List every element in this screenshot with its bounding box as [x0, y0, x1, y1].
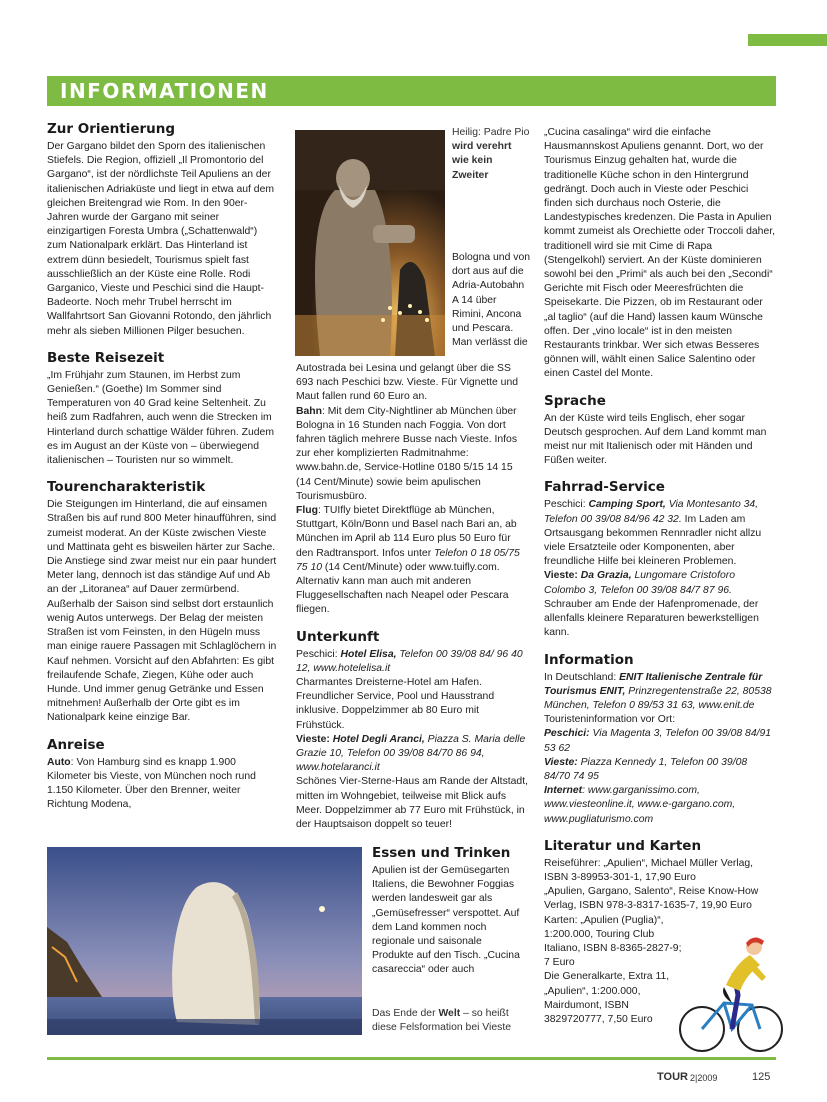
heading-literatur: Literatur und Karten [544, 837, 702, 854]
text-lit-3: Karten: „Apulien (Puglia)“, 1:200.000, Touring Club Italiano, ISBN 8-8365-2827-9; 7 Euro [544, 914, 682, 969]
text-sprache: An der Küste wird teils Englisch, eher sogar Deutsch gesprochen. Auf dem Land kommt man meist nur mit Italienisch oder mit Händen und Füßen weiter. [544, 412, 767, 467]
heading-information: Information [544, 651, 634, 668]
heading-tourencharakteristik: Tourencharakteristik [47, 479, 206, 496]
text-cucina: „Cucina casalinga“ wird die einfache Hausmannskost Apuliens genannt. Dort, wo der Tourismus Einzug gehalten hat, wurde die traditionelle Küche schon in den Hintergrund gedrängt. Doch auch in Vieste oder Peschici finden sich durchaus noch Osterie, die Landestypisches kredenzen. Die Pasta in Apulien kommt zumeist als Orechiette oder Troccoli daher, traditionell wird sie mit Cime di Rapa (Stengelkohl) serviert. An der Küste dominieren sowohl bei den „Primi“ als auch bei den „Secondi“ Gerichte mit Fisch oder Meeresfrüchten die Speisekarte. Die Pizzen, ob im Restaurant oder „al taglio“ (auf die Hand) lassen kaum Wünsche offen. Der „vino locale“ ist in den meisten Restaurants trinkbar. Wer sich etwas Besseres gönnen will, wählt einen Salice Salentino oder einen Castel del Monte. [544, 127, 775, 380]
text-tourencharakteristik: Die Steigungen im Hinterland, die auf einsamen Straßen bis auf rund 800 Meter hinaufführen, sind zumeist moderat. An der Küste zwischen Vieste und Mattinata geht es bisweilen härter zur Sache. Die Anstiege sind zwar meist nur ein paar hundert Meter lang, dennoch ist das ständige Auf und Ab an der „Litoranea“ auf Dauer zermürbend. Außerhalb der Saison sind selbst dort erstaunlich wenig Autos unterwegs. Der Belag der meisten Straßen ist vom Feinsten, in den Hügeln muss man einige rauere Passagen mit Schlaglöchern in Kauf nehmen. Vorsicht auf den Abfahrten: Es gibt freilaufende Schafe, Ziegen, Kühe oder auch Hunde. Und immer genug Getränke und Essen mitnehmen! Außerhalb der Orte gibt es im Nationalpark keine einzige Bar. [47, 499, 277, 724]
heading-unterkunft: Unterkunft [296, 628, 380, 645]
text-essen: Apulien ist der Gemüsegarten Italiens, die Bewohner Foggias werden landesweit gar als „Gemüsefresser“ verspottet. Auf dem Land kommen noch regionale und saisonale Produkte auf den Tisch. „Cucina casareccia“ oder auch [372, 865, 520, 976]
text-info-5: Internet: www.garganissimo.com, www.viesteonline.it, www.e-gargano.com, www.pugliaturismo.com [544, 785, 736, 825]
column-2-wrap [452, 251, 530, 350]
text-reisezeit: „Im Frühjahr zum Staunen, im Herbst zum Genießen.“ (Goethe) Im Sommer sind Temperaturen von 40 Grad keine Seltenheit. Zu heiß zum Radfahren, auch wenn die Strecken im Hinterland durch schattige Wälder führen. Zudem es im August an der Küste von – überwiegend italienischen – Touristen nur so wimmelt. [47, 369, 274, 467]
heading-essen: Essen und Trinken [372, 845, 511, 861]
text-unterkunft-1-desc: Charmantes Dreisterne-Hotel am Hafen. Freundlicher Service, Pool und Hausstrand inklusive. Doppelzimmer ab 80 Euro mit Frühstück. [296, 677, 495, 731]
text-fahrrad-1: Peschici: Camping Sport, Via Montesanto 34, Telefon 00 39/08 84/96 42 32. Im Laden am Ortsausgang bekommen Rennradler nicht allzu viele Ersatzteile oder Komponenten, aber freundliche Hilfe bei kleineren Problemen. [544, 499, 762, 568]
heading-anreise: Anreise [47, 736, 105, 753]
footer-magazine: TOUR [657, 1071, 688, 1083]
heading-orientierung: Zur Orientierung [47, 121, 176, 137]
text-autostrada: Autostrada bei Lesina und gelangt über die SS 693 nach Peschici bzw. Vieste. Für Vignette und Maut fallen rund 60 Euro an. [296, 363, 518, 403]
column-3 [544, 126, 776, 1027]
text-unterkunft-2-desc: Schönes Vier-Sterne-Haus am Rande der Altstadt, mitten im Wohngebiet, teilweise mit Blick aufs Meer. Doppelzimmer ab 77 Euro mit Frühstück, in der Hauptsaison doppelt so teuer! [296, 776, 528, 831]
essen-block [372, 845, 526, 978]
text-bahn: Bahn: Mit dem City-Nightliner ab München über Bologna in 16 Stunden nach Foggia. Von dort fahren täglich mehrere Busse nach Vieste. Infos zur eher komplizierten Radmitnahme: www.bahn.de, Service-Hotline 0180 5/15 14 15 (14 Cent/Minute) sowie beim apulischen Tourismusbüro. [296, 405, 518, 502]
felsformation-caption: Das Ende der Welt – so heißt diese Felsformation bei Vieste [372, 1008, 511, 1034]
text-lit-2: „Apulien, Gargano, Salento“, Reise Know-How Verlag, ISBN 978-3-8317-1635-7, 19,90 Euro [544, 886, 759, 912]
text-lit-4: Die Generalkarte, Extra 11, „Apulien“, 1:200.000, Mairdumont, ISBN 3829720777, 7,50 Euro [544, 971, 670, 1025]
text-unterkunft-2: Vieste: Hotel Degli Aranci, Piazza S. Maria delle Grazie 10, Telefon 00 39/08 84/70 86 94, www.hotelaranci.it [296, 733, 526, 774]
caption-bold: Heilig: Padre Pio [452, 127, 530, 138]
text-flug: Flug: TUIfly bietet Direktflüge ab München, Stuttgart, Köln/Bonn und Basel nach Bari an, ab München im April ab 114 Euro plus 50 Euro für den Radtransport. Infos unter Telefon 0 18 05/75 75 10 (14 Cent/Minute) oder www.tuifly.com. Alternativ kann man auch mit anderen Fluggesellschaften nach Neapel oder Pescara fliegen. [296, 505, 520, 616]
text-unterkunft-1: Peschici: Hotel Elisa, Telefon 00 39/08 84/ 96 40 12, www.hotelelisa.it [296, 648, 523, 674]
heading-sprache: Sprache [544, 392, 606, 409]
text-info-4: Vieste: Piazza Kennedy 1, Telefon 00 39/08 84/70 74 95 [544, 756, 748, 782]
footer-issue: 2|2009 [690, 1073, 718, 1083]
heading-reisezeit: Beste Reisezeit [47, 349, 165, 366]
text-info-3: Peschici: Via Magenta 3, Telefon 00 39/08 84/91 53 62 [544, 728, 772, 754]
cyclist-illustration [676, 925, 784, 1057]
text-info-1: In Deutschland: ENIT Italienische Zentrale für Tourismus ENIT, Prinzregentenstraße 22, 80538 München, Telefon 0 89/53 31 63, www.enit.de [544, 671, 772, 711]
text-fahrrad-2: Vieste: Da Grazia, Lungomare Cristoforo Colombo 3, Telefon 00 39/08 84/7 87 96. Schrauber am Ende der Hafenpromenade, der allenfalls kleinere Reparaturen bewerkstelligen kann. [544, 570, 759, 639]
column-1 [47, 121, 279, 812]
text-info-2: Touristeninformation vor Ort: [544, 714, 676, 726]
text-bologna: Bologna und von dort aus auf die Adria-Autobahn A 14 über Rimini, Ancona und Pescara. Man verlässt die [452, 252, 530, 349]
padre-pio-caption: Heilig: Padre Pio wird verehrt wie kein Zweiter [452, 127, 530, 181]
felsformation-photo [47, 847, 362, 1035]
page-number: 125 [752, 1071, 771, 1083]
text-anreise: Auto: Von Hamburg sind es knapp 1.900 Kilometer bis Vieste, von München noch rund 1.150 Kilometer. Über den Brenner, weiter Richtung Modena, [47, 756, 256, 811]
bottom-rule [47, 1057, 776, 1060]
corner-accent-bar [748, 34, 827, 46]
padre-pio-photo [295, 130, 445, 356]
text-orientierung: Der Gargano bildet den Sporn des italienischen Stiefels. Die Region, offiziell „Il Promontorio del Gargano“, ist der nördlichste Teil Apuliens an der italienischen Adriaküste und liegt in etwa auf dem gleichen Breitengrad wie Rom. In den 90er-Jahren wurde der Gargano mit seiner einzigartigen Foresta Umbra („Schattenwald“) zum Nationalpark erklärt. Das Hinterland ist extrem dünn besiedelt, Tourismus spielt fast ausschließlich an der Küste eine Rolle. Rodi Garganico, Vieste und Peschici sind die Haupt-Badeorte. Noch mehr Trubel herrscht im Wallfahrtsort San Giovanni Rotondo, den jährlich mehr als sieben Millionen Pilger besuchen. [47, 141, 275, 337]
heading-fahrrad-service: Fahrrad-Service [544, 479, 665, 496]
section-banner [47, 76, 776, 106]
section-title: INFORMATIONEN [60, 79, 269, 103]
text-lit-1: Reiseführer: „Apulien“, Michael Müller Verlag, ISBN 3-89953-301-1, 17,90 Euro [544, 857, 754, 883]
column-2 [296, 362, 530, 832]
